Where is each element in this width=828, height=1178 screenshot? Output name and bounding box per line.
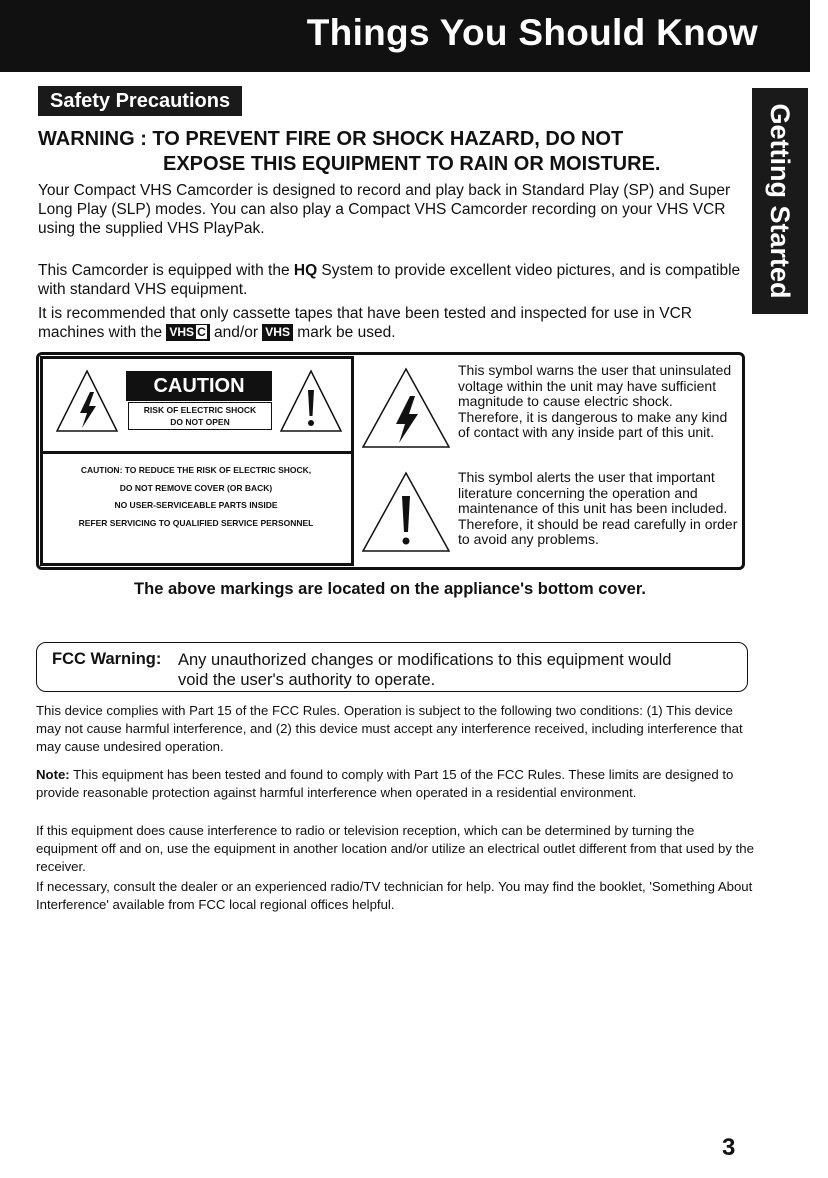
fcc-warning-line-2: void the user's authority to operate. — [178, 671, 436, 689]
cassette-text-middle: and/or — [209, 324, 263, 341]
voltage-symbol-description: This symbol warns the user that uninsulated voltage within the unit may have sufficient magnitude to cause electric shock. Therefore, it is dangerous to make any kind of contact with any inside part of this unit. — [458, 362, 732, 440]
hq-text-after: System to provide excellent video pictures, and is compatible with standard VHS equipment. — [38, 262, 741, 298]
exclamation-triangle-icon — [278, 368, 344, 434]
warning-line-1: WARNING : TO PREVENT FIRE OR SHOCK HAZARD, DO NOT — [38, 128, 624, 150]
section-title: Safety Precautions — [38, 86, 242, 116]
fcc-warning-text — [178, 650, 738, 690]
caution-text-1: CAUTION: TO REDUCE THE RISK OF ELECTRIC SHOCK, — [80, 465, 312, 475]
fcc-interference-paragraph: If this equipment does cause interference to radio or television reception, which can be determined by turning the equipment off and on, use the equipment in another location and/or utilize an electrical outlet different from that used by the receiver. — [36, 823, 754, 875]
cassette-text-before: It is recommended that only cassette tapes that have been tested and inspected for use in VCR machines with the — [38, 305, 692, 341]
vhs-c-logo-text: VHS — [169, 325, 195, 339]
lightning-triangle-icon — [360, 366, 452, 450]
caution-text-2: DO NOT REMOVE COVER (OR BACK) — [119, 482, 273, 493]
fcc-note-paragraph — [36, 766, 756, 802]
caution-sub-line-1: RISK OF ELECTRIC SHOCK — [143, 405, 257, 415]
page-title: Things You Should Know — [306, 12, 758, 53]
hq-text-before: This Camcorder is equipped with the — [38, 262, 294, 279]
markings-note: The above markings are located on the appliance's bottom cover. — [134, 580, 646, 598]
intro-paragraph-1: Your Compact VHS Camcorder is designed to record and play back in Standard Play (SP) and Super Long Play (SLP) modes. You can also play a Compact VHS Camcorder recording on your VHS VCR using the supplied VHS PlayPak. — [38, 182, 731, 237]
page-number: 3 — [722, 1134, 736, 1161]
exclamation-triangle-icon — [360, 470, 452, 554]
fcc-compliance-paragraph: This device complies with Part 15 of the FCC Rules. Operation is subject to the following two conditions: (1) This device may not cause harmful interference, and (2) this device must accept any interference received, including interference that may cause undesired operation. — [36, 703, 743, 755]
warning-heading — [38, 127, 660, 177]
intro-paragraph-2 — [38, 261, 748, 299]
caution-text-4: REFER SERVICING TO QUALIFIED SERVICE PERSONNEL — [78, 517, 314, 528]
fcc-warning-label: FCC Warning: — [52, 650, 162, 668]
caution-instructions — [46, 462, 346, 532]
caution-sub-line-2: DO NOT OPEN — [170, 417, 230, 427]
side-tab-label: Getting Started — [765, 103, 795, 299]
intro-paragraph-3 — [38, 304, 748, 342]
cassette-text-after: mark be used. — [292, 324, 396, 341]
caution-text-3: NO USER-SERVICEABLE PARTS INSIDE — [114, 500, 278, 510]
caution-divider — [43, 451, 351, 454]
hq-label: HQ — [293, 262, 318, 279]
vhs-logo: VHS — [262, 324, 293, 341]
fcc-warning-line-1: Any unauthorized changes or modifications to this equipment would — [178, 651, 672, 669]
fcc-note-label: Note: — [36, 767, 70, 782]
fcc-note-text: This equipment has been tested and found to comply with Part 15 of the FCC Rules. These limits are designed to provide reasonable protection against harmful interference when operated in a residential environment. — [36, 767, 734, 801]
lightning-triangle-icon — [54, 368, 120, 434]
warning-line-2: EXPOSE THIS EQUIPMENT TO RAIN OR MOISTURE. — [163, 153, 661, 175]
fcc-help-paragraph: If necessary, consult the dealer or an experienced radio/TV technician for help. You may find the booklet, 'Something About Interference' available from FCC local regional offices helpful. — [36, 879, 753, 913]
vhs-c-logo — [166, 324, 209, 341]
literature-symbol-description: This symbol alerts the user that important literature concerning the operation and maintenance of this unit has been included. Therefore, it should be read carefully in order to avoid any problems. — [458, 469, 738, 547]
vhs-c-logo-c: C — [197, 325, 206, 339]
caution-subtitle — [128, 402, 272, 430]
caution-title: CAUTION — [126, 371, 272, 401]
